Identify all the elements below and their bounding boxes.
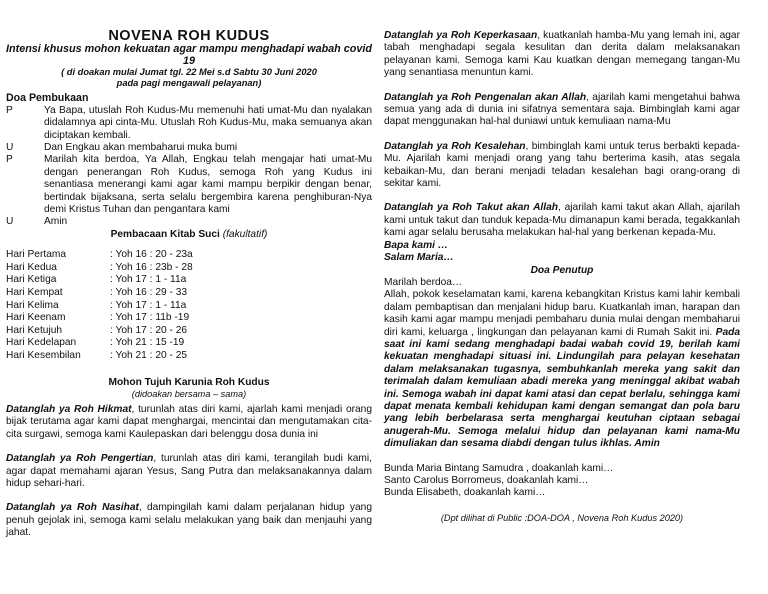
speaker-label: P <box>6 104 13 116</box>
gift-prayer <box>384 202 740 239</box>
reading-row <box>6 287 372 300</box>
closing-intro: Marilah berdoa… <box>384 276 463 288</box>
speaker-label: U <box>6 216 14 228</box>
gift-text: , bimbinglah kami untuk terus berbakti kepada-Mu. Ajarilah kami menjadi orang yang tahu berterima kasih, atas segala kebaikan-Mu, dan berani menjadi teladan kesalehan bagi orang-orang di sekitar kami. <box>384 140 740 190</box>
gift-prayer <box>6 404 372 441</box>
opening-line <box>6 142 372 154</box>
opening-heading: Doa Pembukaan <box>6 92 89 105</box>
gift-prayer <box>384 92 740 129</box>
gift-name: Datanglah ya Roh Keperkasaan <box>384 30 538 41</box>
gift-text: , kuatkanlah hamba-Mu yang lemah ini, agar tabah menghadapi segala kesulitan dan derita dalam melaksanakan pelayanan kami. Semoga kami Kau kuatkan dengan memegang tangan-Mu yang senantiasa menuntun kami. <box>384 30 740 79</box>
reading-row <box>6 350 372 363</box>
source-note: (Dpt dilihat di Public :DOA-DOA , Novena Roh Kudus 2020) <box>440 512 684 523</box>
speaker-label: P <box>6 154 13 166</box>
scripture-ref: : Yoh 17 : 1 - 11a <box>110 299 187 311</box>
day-name: Hari Kempat <box>6 287 63 299</box>
day-name: Hari Kedelapan <box>6 337 77 349</box>
reading-row <box>6 274 372 287</box>
gift-name: Datanglah ya Roh Pengertian <box>6 453 154 465</box>
scripture-ref: : Yoh 16 : 20 - 23a <box>110 249 193 261</box>
reading-row <box>6 262 372 275</box>
scripture-ref: : Yoh 17 : 11b -19 <box>110 312 190 324</box>
scripture-ref: : Yoh 21 : 15 -19 <box>110 337 185 349</box>
reading-heading <box>6 229 372 241</box>
day-name: Hari Kesembilan <box>6 350 81 362</box>
invocation-line: Bunda Elisabeth, doakanlah kami… <box>384 487 546 499</box>
reading-row <box>6 312 372 325</box>
gift-prayer <box>384 141 740 191</box>
closing-prayer <box>384 289 740 450</box>
scripture-ref: : Yoh 17 : 1 - 11a <box>110 274 187 286</box>
right-column <box>384 30 740 524</box>
day-name: Hari Pertama <box>6 249 67 261</box>
invocation-line: Santo Carolus Borromeus, doakanlah kami… <box>384 475 589 486</box>
reading-heading-text: Pembacaan Kitab Suci <box>110 228 220 240</box>
prayer-dates: ( di doakan mulai Jumat tgl. 22 Mei s.d Sabtu 30 Juni 2020 <box>61 67 317 78</box>
line-text: Ya Bapa, utuslah Roh Kudus-Mu memenuhi hati umat-Mu dan nyalakan didalamnya api cinta-Mu. Utuslah Roh Kudus-Mu, maka semuanya akan diciptakan kembali. <box>44 104 372 141</box>
invocation-line: Bunda Maria Bintang Samudra , doakanlah kami… <box>384 462 614 474</box>
line-text: Dan Engkau akan membaharui muka bumi <box>44 142 238 154</box>
opening-prayer <box>6 105 372 229</box>
hail-mary: Salam Maria… <box>384 252 454 264</box>
reading-row <box>6 337 372 350</box>
line-text: Amin <box>44 216 68 228</box>
speaker-label: U <box>6 142 14 154</box>
closing-plain-text: Allah, pokok keselamatan kami, karena kebangkitan Kristus kami lahir kembali dalam pembaptisan dan menjalani hidup baru. Kuatkanlah iman, harapan dan kasih kami agar mampu menjadi pembaharu dunia mulai dengan membaharui diri kami, keluarga , lingkungan dan pelayanan kami di Rumah Sakit ini. <box>384 289 740 338</box>
gift-text: , ajarilah kami mengetahui bahwa semua yang ada di dunia ini sifatnya sementara saja. Bimbinglah kami agar dapat menggunakan hal-hal duniawi untuk kemuliaan nama-Mu <box>384 91 740 128</box>
scripture-ref: : Yoh 16 : 29 - 33 <box>110 287 188 299</box>
left-column <box>6 30 372 540</box>
closing-heading <box>384 265 740 277</box>
reading-row <box>6 300 372 313</box>
closing-bold-text: Pada saat ini kami sedang menghadapi badai wabah covid 19, berilah kami kekuatan menghadapi situasi ini. Lindungilah para pelayan kesehatan dalam melaksanakan tugasnya, sembuhkanlah mereka yang sakit dan terimalah dalam kemuliaan abadi mereka yang meninggal akibat wabah ini. Semoga wabah ini dapat kami atasi dan cepat berlalu, sehingga kami dapat menata kembali kehidupan kami dengan semangat dan pola baru yang lebih berbelarasa serta menghargai keutuhan ciptaan sebagai anugerah-Mu. Semoga melalui hidup dan pelayanan kami nama-Mu dimuliakan dan sesama diabdi dengan tulus ikhlas. Amin <box>384 326 740 450</box>
prayer-dates-line2: pada pagi mengawali pelayanan) <box>116 78 262 89</box>
day-name: Hari Kedua <box>6 261 57 273</box>
gift-text: , ajarilah kami takut akan Allah, ajarilah kami untuk takut dan tunduk kepada-Mu dimanapun kami berada, tegakkanlah kami agar selalu berusaha melakukan hal-hal yang berkenan kepada-Mu. <box>384 202 740 239</box>
gift-name: Datanglah ya Roh Nasihat <box>6 502 139 514</box>
intention-subtitle: Intensi khusus mohon kekuatan agar mampu menghadapi wabah covid 19 <box>6 43 372 68</box>
day-name: Hari Keenam <box>6 312 66 324</box>
opening-line <box>6 105 372 142</box>
our-father: Bapa kami … <box>384 239 448 251</box>
gift-prayer <box>6 453 372 490</box>
line-text: Marilah kita berdoa, Ya Allah, Engkau telah mengajar hati umat-Mu dengan penerangan Roh Kudus, semoga Roh yang Kudus ini senantiasa menerangi kami agar kami mampu berpikir dengan benar, bertindak bijaksana, serta selalu bergembira karena penghiburan-Nya demi Kristus Tuhan dan pengantara kami <box>44 154 372 216</box>
gifts-heading: Mohon Tujuh Karunia Roh Kudus <box>108 376 270 388</box>
opening-line <box>6 216 372 228</box>
gift-text: , turunlah atas diri kami, terangilah budi kami, agar dapat memahami ajaran Yesus, Sang Putra dan melaksanakannya dalam hidup sehari-hari. <box>6 453 372 490</box>
scripture-ref: : Yoh 16 : 23b - 28 <box>110 261 193 273</box>
closing-heading-text: Doa Penutup <box>530 264 594 276</box>
opening-line <box>6 154 372 216</box>
day-name: Hari Ketujuh <box>6 324 63 336</box>
reading-row <box>6 325 372 338</box>
gift-text: , turunlah atas diri kami, ajarlah kami menjadi orang bijak terutama agar kami dapat menghargai, mencintai dan mengutamakan cita-cita surgawi, semoga kami Kaulepaskan dari belenggu dosa dunia ini <box>6 404 372 440</box>
reading-note: (fakultatif) <box>222 228 268 240</box>
gift-name: Datanglah ya Roh Hikmat <box>6 404 132 416</box>
gifts-note: (didoakan bersama – sama) <box>131 389 247 400</box>
gift-prayer <box>6 502 372 539</box>
gift-name: Datanglah ya Roh Kesalehan <box>384 140 526 152</box>
reading-schedule <box>6 249 372 362</box>
gift-name: Datanglah ya Roh Takut akan Allah <box>384 202 558 214</box>
invocations <box>384 463 740 500</box>
scripture-ref: : Yoh 17 : 20 - 26 <box>110 324 188 336</box>
day-name: Hari Ketiga <box>6 274 57 286</box>
gift-text: , dampingilah kami dalam perjalanan hidup yang penuh gejolak ini, semoga kami selalu melakukan yang baik dan menjauhi yang jahat. <box>6 502 372 539</box>
gift-name: Datanglah ya Roh Pengenalan akan Allah <box>384 91 587 103</box>
scripture-ref: : Yoh 21 : 20 - 25 <box>110 350 188 362</box>
gift-prayer <box>384 30 740 80</box>
day-name: Hari Kelima <box>6 299 59 311</box>
reading-row <box>6 249 372 262</box>
page-title: NOVENA ROH KUDUS <box>108 28 270 44</box>
